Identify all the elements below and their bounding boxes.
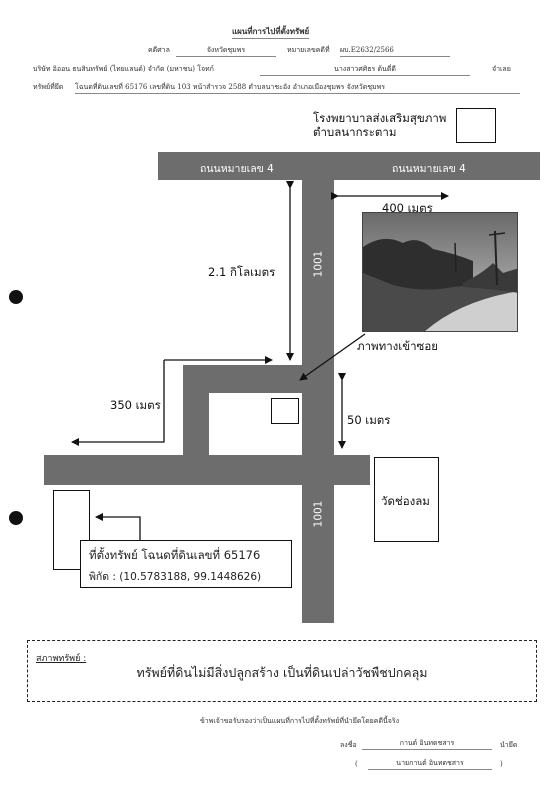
- property-details: โฉนดที่ดินเลขที่ 65176 เลขที่ดิน 103 หน้าสำรวจ 2588 ตำบลนาชะอัง อำเภอเมืองชุมพร จังหวัดชุมพร: [75, 82, 520, 94]
- name-open-paren: (: [355, 760, 358, 768]
- arrow-photo-pointer: [300, 334, 365, 380]
- property-label: ทรัพย์ที่ยึด: [33, 83, 64, 91]
- name-close-paren: ): [500, 760, 503, 768]
- court-value: จังหวัดชุมพร: [176, 45, 276, 57]
- arrow-350m-a: [72, 360, 164, 442]
- distance-350m: 350 เมตร: [110, 398, 161, 412]
- case-value: ผบ.E2632/2566: [340, 45, 450, 57]
- defendant-name: นางสาวศศิธร ต้นดี่ดี: [260, 64, 470, 76]
- condition-label: สภาพทรัพย์ :: [36, 654, 87, 664]
- case-label: หมายเลขคดีที่: [287, 46, 330, 54]
- document-title: แผนที่การไปที่ตั้งทรัพย์: [232, 25, 309, 39]
- road-1001-label-upper: 1001: [312, 250, 325, 278]
- hospital-label: โรงพยาบาลส่งเสริมสุขภาพ: [313, 111, 447, 125]
- defendant-suffix: จำเลย: [492, 65, 511, 73]
- photo-caption: ภาพทางเข้าซอย: [357, 339, 438, 353]
- arrow-property-pointer: [96, 517, 140, 540]
- certification-text: ข้าพเจ้าขอรับรองว่าเป็นแผนที่การไปที่ตั้งทรัพย์ที่นำยึดโดยคดีนี้จริง: [200, 717, 400, 725]
- property-condition-box: [27, 640, 537, 702]
- distance-400m: 400 เมตร: [382, 201, 433, 215]
- signature-label: ลงชื่อ: [340, 741, 357, 749]
- distance-2-1km: 2.1 กิโลเมตร: [208, 265, 276, 279]
- signature-value: กานต์ อินทดชสาร: [362, 738, 492, 750]
- condition-text: ทรัพย์ที่ดินไม่มีสิ่งปลูกสร้าง เป็นที่ดินเปล่าวัชพืชปกคลุม: [136, 665, 428, 680]
- temple-label: วัดช่องลม: [381, 494, 430, 508]
- highway-label-left: ถนนหมายเลข 4: [200, 163, 274, 175]
- highway-label-right: ถนนหมายเลข 4: [392, 163, 466, 175]
- property-deed-text: ที่ตั้งทรัพย์ โฉนดที่ดินเลขที่ 65176: [89, 548, 261, 562]
- hospital-sublabel: ตำบลนากระตาม: [313, 125, 397, 139]
- plaintiff-name: บริษัท อิออน ธนสินทรัพย์ (ไทยแลนด์) จำกัด (มหาชน) โจทก์: [33, 65, 214, 73]
- signature-role: นำยึด: [500, 741, 518, 749]
- court-label: คดีศาล: [148, 46, 170, 54]
- property-coordinates: พิกัด : (10.5783188, 99.1448626): [89, 571, 262, 583]
- road-1001-label-lower: 1001: [312, 500, 325, 528]
- distance-50m: 50 เมตร: [347, 413, 391, 427]
- printed-name: นายกานต์ อินทดชสาร: [368, 758, 492, 770]
